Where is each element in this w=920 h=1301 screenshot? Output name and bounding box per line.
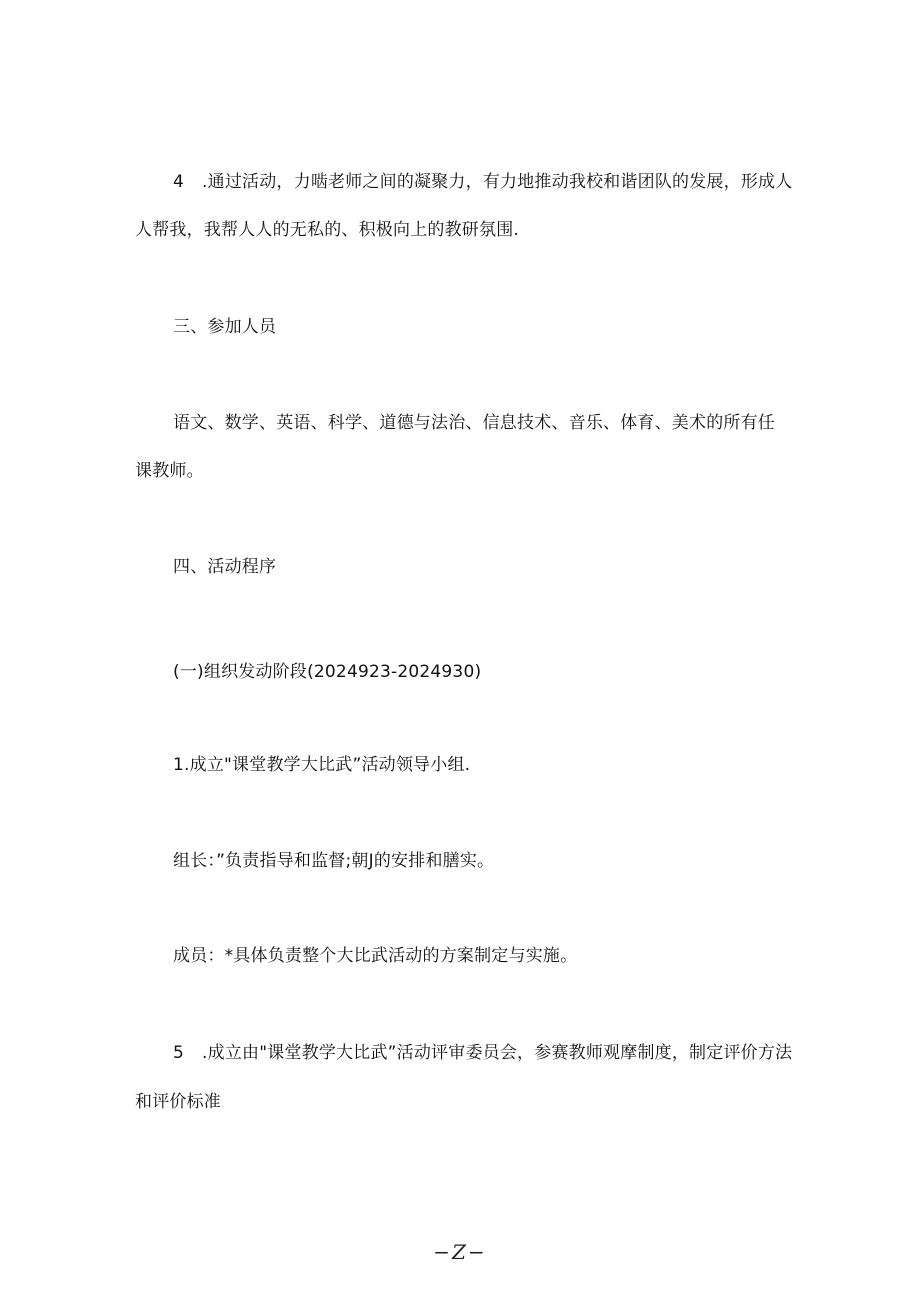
section-4-heading: 四、活动程序: [173, 557, 277, 577]
step-1-text: 1.成立"课堂教学大比武”活动领导小组.: [173, 755, 471, 775]
item-5-line-2: 和评价标准: [135, 1092, 221, 1112]
leader-line: 组长：”负责指导和监督;朝J的安排和膳实。: [173, 851, 495, 871]
section-3-heading: 三、参加人员: [173, 317, 277, 337]
item-4-number: 4: [173, 172, 185, 192]
participants-line-1: 语文、数学、英语、科学、道德与法治、信息技术、音乐、体育、美术的所有任: [173, 413, 775, 433]
item-5-line-1: [173, 1041, 792, 1065]
item-5-text: .成立由"课堂教学大比武”活动评审委员会，参赛教师观摩制度，制定评价方法: [202, 1043, 793, 1063]
phase-1-heading: (一)组织发动阶段(2024923-2024930): [173, 662, 482, 682]
item-5-number: 5: [173, 1043, 185, 1063]
member-line: 成员：*具体负责整个大比武活动的方案制定与实施。: [173, 946, 578, 966]
item-4-line-1: [173, 170, 792, 194]
item-4-line-2: 人帮我，我帮人人的无私的、积极向上的教研氛围.: [135, 220, 520, 240]
item-4-text: .通过活动，力啮老师之间的凝聚力，有力地推动我校和谐团队的发展，形成人: [202, 172, 793, 192]
page-number: −Z−: [433, 1240, 487, 1264]
participants-line-2: 课教师。: [135, 461, 204, 481]
